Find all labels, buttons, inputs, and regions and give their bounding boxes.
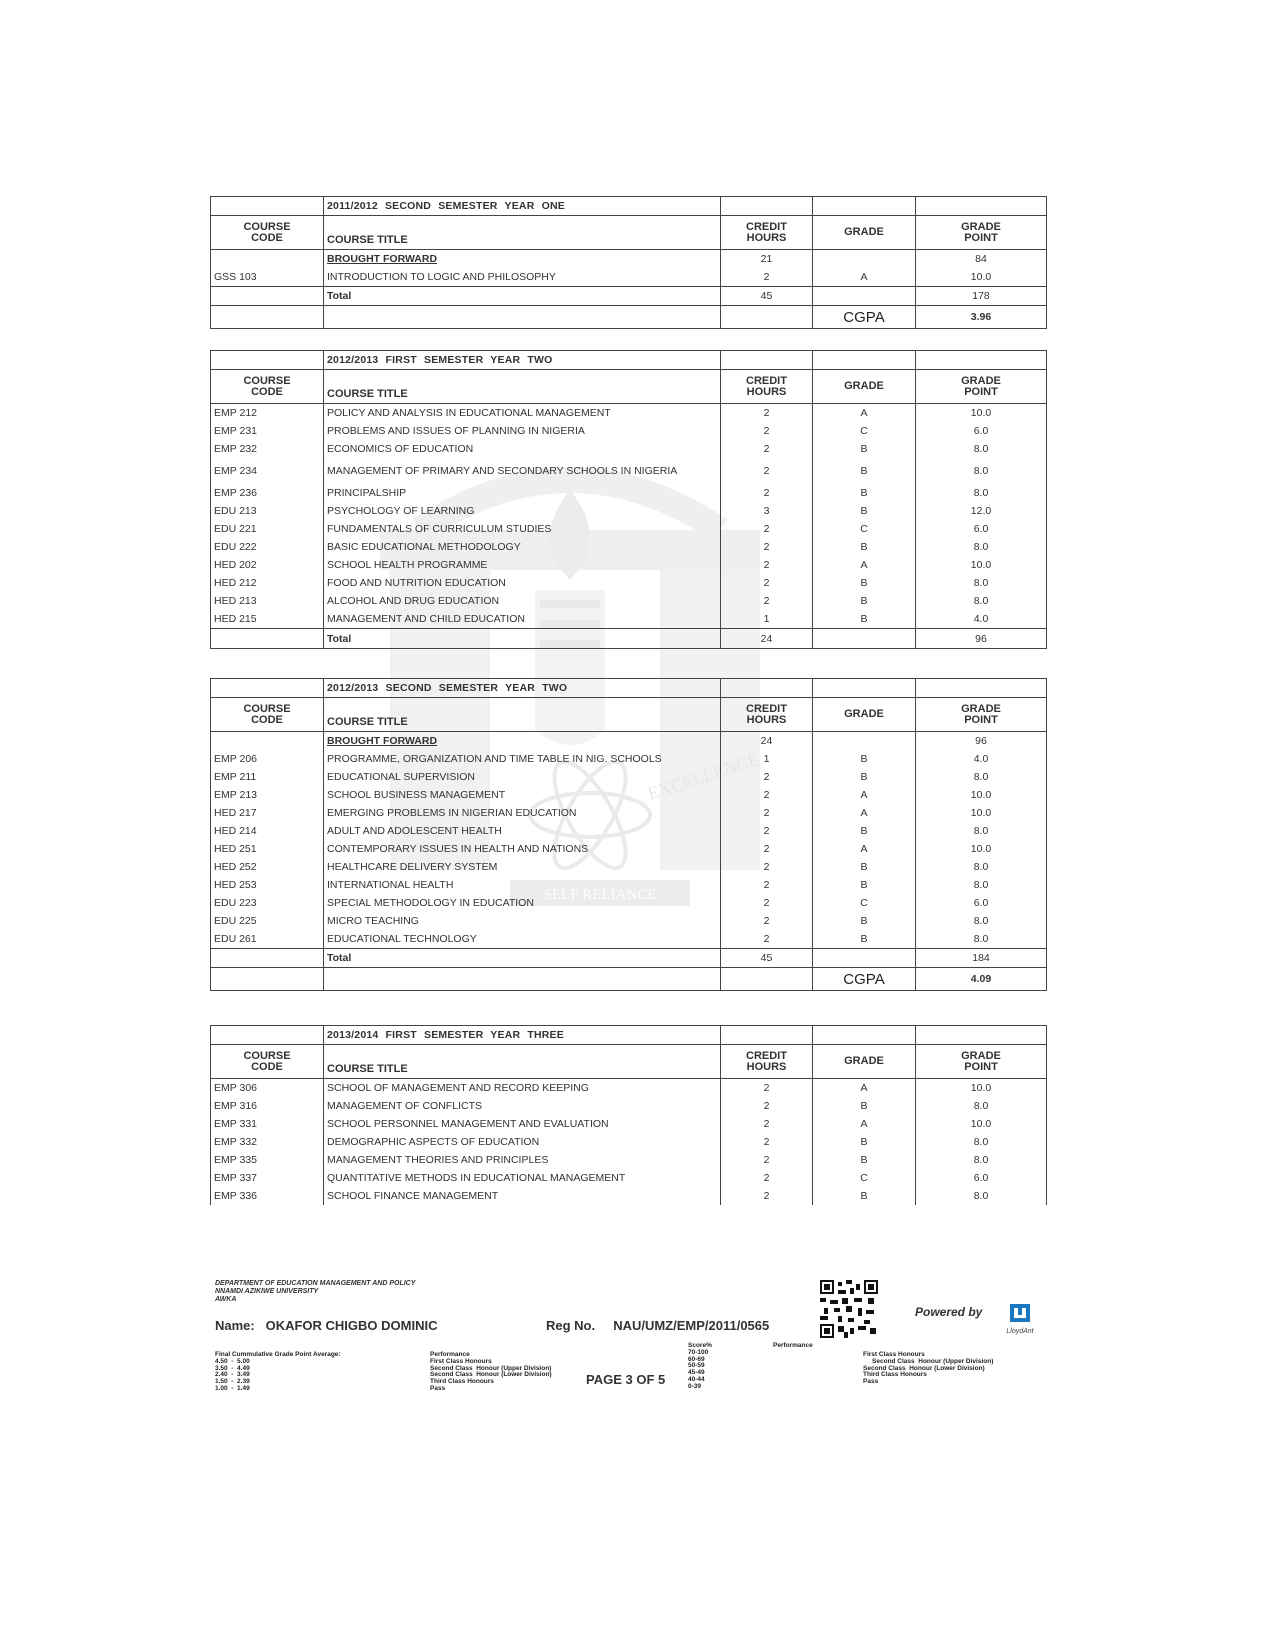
course-code: HED 213 xyxy=(211,592,324,610)
header-grade-point: GRADE POINT xyxy=(916,370,1047,404)
course-code: EMP 234 xyxy=(211,458,324,484)
svg-text:LloydAnt: LloydAnt xyxy=(1006,1328,1034,1335)
course-title: SCHOOL FINANCE MANAGEMENT xyxy=(324,1187,721,1205)
course-row xyxy=(211,1151,1047,1169)
header-course-code: COURSE CODE xyxy=(211,1045,324,1079)
grade: B xyxy=(813,750,916,768)
credit-hours: 2 xyxy=(721,822,813,840)
header-credit-hours: CREDIT HOURS xyxy=(721,698,813,732)
course-code: EMP 306 xyxy=(211,1079,324,1098)
grade: B xyxy=(813,440,916,458)
course-code: EMP 335 xyxy=(211,1151,324,1169)
performance-class-key: First Class Honours Second Class Honour (Upper Division) Second Class Honour (Lower Division) Third Class Honours Pass xyxy=(863,1351,994,1386)
grade: A xyxy=(813,786,916,804)
semester-table-2013-2014-first xyxy=(210,1025,1047,1205)
grade: B xyxy=(813,858,916,876)
brought-forward-row: BROUGHT FORWARD 21 84 xyxy=(211,250,1047,269)
grade-point: 8.0 xyxy=(916,440,1047,458)
semester-title: 2013/2014 FIRST SEMESTER YEAR THREE xyxy=(324,1026,721,1045)
course-row xyxy=(211,1169,1047,1187)
credit-hours: 2 xyxy=(721,1079,813,1098)
grade-point: 4.0 xyxy=(916,750,1047,768)
course-code: EMP 232 xyxy=(211,440,324,458)
course-title: INTERNATIONAL HEALTH xyxy=(324,876,721,894)
credit-hours: 3 xyxy=(721,502,813,520)
credit-hours: 2 xyxy=(721,422,813,440)
credit-hours: 2 xyxy=(721,858,813,876)
course-title: FOOD AND NUTRITION EDUCATION xyxy=(324,574,721,592)
header-credit-hours: CREDIT HOURS xyxy=(721,1045,813,1079)
semester-table-2012-2013-second xyxy=(210,678,1047,991)
grade: A xyxy=(813,804,916,822)
grade-point: 8.0 xyxy=(916,1133,1047,1151)
grade-point: 8.0 xyxy=(916,538,1047,556)
grade-point: 8.0 xyxy=(916,912,1047,930)
credit-hours: 2 xyxy=(721,556,813,574)
header-course-code: COURSE CODE xyxy=(211,216,324,250)
credit-hours: 2 xyxy=(721,1151,813,1169)
grade: A xyxy=(813,1079,916,1098)
credit-hours: 2 xyxy=(721,1133,813,1151)
header-course-title: COURSE TITLE xyxy=(324,216,721,250)
course-title: MANAGEMENT OF CONFLICTS xyxy=(324,1097,721,1115)
credit-hours: 2 xyxy=(721,894,813,912)
grade: B xyxy=(813,592,916,610)
course-title: HEALTHCARE DELIVERY SYSTEM xyxy=(324,858,721,876)
qr-code-icon xyxy=(820,1280,878,1338)
performance-label: Performance xyxy=(773,1342,813,1349)
course-row xyxy=(211,404,1047,423)
course-row xyxy=(211,458,1047,484)
grade-point: 10.0 xyxy=(916,1115,1047,1133)
course-row xyxy=(211,1187,1047,1205)
grade-point: 8.0 xyxy=(916,768,1047,786)
grade: A xyxy=(813,268,916,287)
course-code: HED 214 xyxy=(211,822,324,840)
course-code: HED 253 xyxy=(211,876,324,894)
grade-point: 8.0 xyxy=(916,484,1047,502)
credit-hours: 2 xyxy=(721,876,813,894)
course-title: POLICY AND ANALYSIS IN EDUCATIONAL MANAGEMENT xyxy=(324,404,721,423)
grade-point: 8.0 xyxy=(916,574,1047,592)
course-row xyxy=(211,538,1047,556)
credit-hours: 2 xyxy=(721,538,813,556)
course-title: PROGRAMME, ORGANIZATION AND TIME TABLE IN NIG. SCHOOLS xyxy=(324,750,721,768)
grade-point: 4.0 xyxy=(916,610,1047,629)
course-code: EMP 336 xyxy=(211,1187,324,1205)
grade: B xyxy=(813,610,916,629)
grade-point: 10.0 xyxy=(916,404,1047,423)
course-title: MANAGEMENT AND CHILD EDUCATION xyxy=(324,610,721,629)
grade-point: 8.0 xyxy=(916,1151,1047,1169)
course-title: SCHOOL HEALTH PROGRAMME xyxy=(324,556,721,574)
grade: A xyxy=(813,556,916,574)
course-code: HED 252 xyxy=(211,858,324,876)
grade-point: 8.0 xyxy=(916,930,1047,949)
grade: B xyxy=(813,1151,916,1169)
course-code: EMP 206 xyxy=(211,750,324,768)
course-title: QUANTITATIVE METHODS IN EDUCATIONAL MANAGEMENT xyxy=(324,1169,721,1187)
grade-point: 8.0 xyxy=(916,822,1047,840)
grade-point: 12.0 xyxy=(916,502,1047,520)
course-row xyxy=(211,502,1047,520)
course-row xyxy=(211,786,1047,804)
course-title: PSYCHOLOGY OF LEARNING xyxy=(324,502,721,520)
grade: B xyxy=(813,538,916,556)
grade-point: 8.0 xyxy=(916,1187,1047,1205)
course-row xyxy=(211,422,1047,440)
performance-key: Performance First Class Honours Second Class Honour (Upper Division) Second Class Honour (Lower Division) Third Class Honours Pass xyxy=(430,1351,552,1392)
course-code: HED 217 xyxy=(211,804,324,822)
course-title: EDUCATIONAL TECHNOLOGY xyxy=(324,930,721,949)
course-row xyxy=(211,484,1047,502)
grade-point: 10.0 xyxy=(916,268,1047,287)
grade: B xyxy=(813,1133,916,1151)
course-row xyxy=(211,912,1047,930)
credit-hours: 2 xyxy=(721,912,813,930)
grade-point: 8.0 xyxy=(916,592,1047,610)
course-title: PRINCIPALSHIP xyxy=(324,484,721,502)
brought-forward-row: BROUGHT FORWARD 24 96 xyxy=(211,732,1047,751)
score-key: Score% 70-100 60-69 50-59 45-49 40-44 0-39 xyxy=(688,1342,712,1390)
course-row xyxy=(211,876,1047,894)
course-row xyxy=(211,1133,1047,1151)
course-row xyxy=(211,930,1047,949)
course-title: EMERGING PROBLEMS IN NIGERIAN EDUCATION xyxy=(324,804,721,822)
department-address: DEPARTMENT OF EDUCATION MANAGEMENT AND POLICY NNAMDI AZIKIWE UNIVERSITY AWKA xyxy=(215,1280,416,1303)
grade: A xyxy=(813,404,916,423)
grade: B xyxy=(813,930,916,949)
course-row xyxy=(211,440,1047,458)
grade: A xyxy=(813,840,916,858)
course-code: EMP 316 xyxy=(211,1097,324,1115)
semester-title: 2011/2012 SECOND SEMESTER YEAR ONE xyxy=(324,197,721,216)
course-row xyxy=(211,750,1047,768)
semester-title: 2012/2013 SECOND SEMESTER YEAR TWO xyxy=(324,679,721,698)
course-title: SPECIAL METHODOLOGY IN EDUCATION xyxy=(324,894,721,912)
grade-point: 8.0 xyxy=(916,858,1047,876)
grade: B xyxy=(813,458,916,484)
course-row xyxy=(211,822,1047,840)
credit-hours: 2 xyxy=(721,404,813,423)
course-title: FUNDAMENTALS OF CURRICULUM STUDIES xyxy=(324,520,721,538)
svg-text:SELF RELIANCE: SELF RELIANCE xyxy=(543,887,657,903)
credit-hours: 2 xyxy=(721,768,813,786)
course-row xyxy=(211,1097,1047,1115)
course-code: EMP 337 xyxy=(211,1169,324,1187)
course-code: GSS 103 xyxy=(211,268,324,287)
course-row xyxy=(211,556,1047,574)
course-code: EDU 225 xyxy=(211,912,324,930)
header-grade: GRADE xyxy=(813,370,916,404)
course-title: EDUCATIONAL SUPERVISION xyxy=(324,768,721,786)
credit-hours: 2 xyxy=(721,268,813,287)
course-row xyxy=(211,592,1047,610)
header-grade: GRADE xyxy=(813,698,916,732)
credit-hours: 2 xyxy=(721,1169,813,1187)
course-code: EMP 213 xyxy=(211,786,324,804)
course-row xyxy=(211,1079,1047,1098)
grade-point: 8.0 xyxy=(916,458,1047,484)
course-row xyxy=(211,768,1047,786)
course-title: MANAGEMENT OF PRIMARY AND SECONDARY SCHOOLS IN NIGERIA xyxy=(324,458,721,484)
course-title: DEMOGRAPHIC ASPECTS OF EDUCATION xyxy=(324,1133,721,1151)
course-title: CONTEMPORARY ISSUES IN HEALTH AND NATIONS xyxy=(324,840,721,858)
credit-hours: 2 xyxy=(721,840,813,858)
credit-hours: 2 xyxy=(721,1115,813,1133)
total-row: Total 45 178 xyxy=(211,287,1047,306)
header-grade: GRADE xyxy=(813,1045,916,1079)
header-grade-point: GRADE POINT xyxy=(916,216,1047,250)
course-title: PROBLEMS AND ISSUES OF PLANNING IN NIGERIA xyxy=(324,422,721,440)
header-course-title: COURSE TITLE xyxy=(324,370,721,404)
course-title: ADULT AND ADOLESCENT HEALTH xyxy=(324,822,721,840)
registration-number: Reg No. NAU/UMZ/EMP/2011/0565 xyxy=(546,1318,770,1333)
semester-title: 2012/2013 FIRST SEMESTER YEAR TWO xyxy=(324,351,721,370)
grade: B xyxy=(813,484,916,502)
course-code: HED 202 xyxy=(211,556,324,574)
semester-table-2012-2013-first xyxy=(210,350,1047,649)
course-code: EDU 261 xyxy=(211,930,324,949)
powered-by-label: Powered by xyxy=(915,1305,983,1319)
credit-hours: 1 xyxy=(721,610,813,629)
course-title: ALCOHOL AND DRUG EDUCATION xyxy=(324,592,721,610)
course-row xyxy=(211,610,1047,629)
header-grade: GRADE xyxy=(813,216,916,250)
grade: B xyxy=(813,768,916,786)
grade: B xyxy=(813,574,916,592)
grade-point: 10.0 xyxy=(916,1079,1047,1098)
course-code: EMP 231 xyxy=(211,422,324,440)
header-credit-hours: CREDIT HOURS xyxy=(721,370,813,404)
course-row xyxy=(211,894,1047,912)
course-title: BASIC EDUCATIONAL METHODOLOGY xyxy=(324,538,721,556)
course-row xyxy=(211,268,1047,287)
credit-hours: 2 xyxy=(721,930,813,949)
course-row xyxy=(211,858,1047,876)
course-title: MANAGEMENT THEORIES AND PRINCIPLES xyxy=(324,1151,721,1169)
course-code: HED 251 xyxy=(211,840,324,858)
header-course-title: COURSE TITLE xyxy=(324,1045,721,1079)
grade-point: 10.0 xyxy=(916,556,1047,574)
header-course-code: COURSE CODE xyxy=(211,698,324,732)
total-row: Total 45 184 xyxy=(211,949,1047,968)
course-code: HED 212 xyxy=(211,574,324,592)
course-title: SCHOOL OF MANAGEMENT AND RECORD KEEPING xyxy=(324,1079,721,1098)
credit-hours: 2 xyxy=(721,1187,813,1205)
course-code: HED 215 xyxy=(211,610,324,629)
credit-hours: 1 xyxy=(721,750,813,768)
grade: B xyxy=(813,876,916,894)
course-code: EMP 332 xyxy=(211,1133,324,1151)
student-name: Name: OKAFOR CHIGBO DOMINIC xyxy=(215,1318,438,1333)
grade-point: 6.0 xyxy=(916,520,1047,538)
credit-hours: 2 xyxy=(721,484,813,502)
grade-point: 8.0 xyxy=(916,1097,1047,1115)
cgpa-row: CGPA 4.09 xyxy=(211,968,1047,991)
grade-point: 8.0 xyxy=(916,876,1047,894)
course-title: SCHOOL BUSINESS MANAGEMENT xyxy=(324,786,721,804)
page-number: PAGE 3 OF 5 xyxy=(586,1372,666,1387)
grade-point: 10.0 xyxy=(916,840,1047,858)
credit-hours: 2 xyxy=(721,786,813,804)
credit-hours: 2 xyxy=(721,804,813,822)
course-title: INTRODUCTION TO LOGIC AND PHILOSOPHY xyxy=(324,268,721,287)
course-row xyxy=(211,804,1047,822)
course-row xyxy=(211,1115,1047,1133)
svg-text:EXCELLENCE: EXCELLENCE xyxy=(645,748,762,804)
credit-hours: 2 xyxy=(721,520,813,538)
grade-point: 10.0 xyxy=(916,804,1047,822)
grade: B xyxy=(813,502,916,520)
course-code: EMP 331 xyxy=(211,1115,324,1133)
grade: A xyxy=(813,1115,916,1133)
lloydant-logo-icon xyxy=(1002,1302,1038,1336)
course-row xyxy=(211,840,1047,858)
course-code: EMP 236 xyxy=(211,484,324,502)
course-code: EDU 221 xyxy=(211,520,324,538)
course-title: ECONOMICS OF EDUCATION xyxy=(324,440,721,458)
grade: B xyxy=(813,912,916,930)
header-grade-point: GRADE POINT xyxy=(916,1045,1047,1079)
cgpa-scale-key: Final Cummulative Grade Point Average: 4.50 - 5.00 3.50 - 4.49 2.40 - 3.49 1.50 - 2.39 1.00 - 1.49 xyxy=(215,1351,341,1392)
credit-hours: 2 xyxy=(721,1097,813,1115)
cgpa-row: CGPA 3.96 xyxy=(211,306,1047,329)
course-title: SCHOOL PERSONNEL MANAGEMENT AND EVALUATION xyxy=(324,1115,721,1133)
grade-point: 6.0 xyxy=(916,422,1047,440)
grade: C xyxy=(813,422,916,440)
grade: C xyxy=(813,520,916,538)
grade-point: 6.0 xyxy=(916,1169,1047,1187)
total-row: Total 24 96 xyxy=(211,629,1047,649)
grade: B xyxy=(813,1187,916,1205)
grade: C xyxy=(813,894,916,912)
grade: C xyxy=(813,1169,916,1187)
grade: B xyxy=(813,1097,916,1115)
credit-hours: 2 xyxy=(721,458,813,484)
course-title: MICRO TEACHING xyxy=(324,912,721,930)
header-grade-point: GRADE POINT xyxy=(916,698,1047,732)
course-code: EMP 211 xyxy=(211,768,324,786)
course-code: EDU 213 xyxy=(211,502,324,520)
course-row xyxy=(211,574,1047,592)
semester-table-2011-2012-second xyxy=(210,196,1047,329)
grade-point: 10.0 xyxy=(916,786,1047,804)
credit-hours: 2 xyxy=(721,440,813,458)
course-code: EMP 212 xyxy=(211,404,324,423)
credit-hours: 2 xyxy=(721,574,813,592)
course-code: EDU 223 xyxy=(211,894,324,912)
header-credit-hours: CREDIT HOURS xyxy=(721,216,813,250)
grade: B xyxy=(813,822,916,840)
header-course-title: COURSE TITLE xyxy=(324,698,721,732)
grade-point: 6.0 xyxy=(916,894,1047,912)
header-course-code: COURSE CODE xyxy=(211,370,324,404)
credit-hours: 2 xyxy=(721,592,813,610)
course-row xyxy=(211,520,1047,538)
course-code: EDU 222 xyxy=(211,538,324,556)
